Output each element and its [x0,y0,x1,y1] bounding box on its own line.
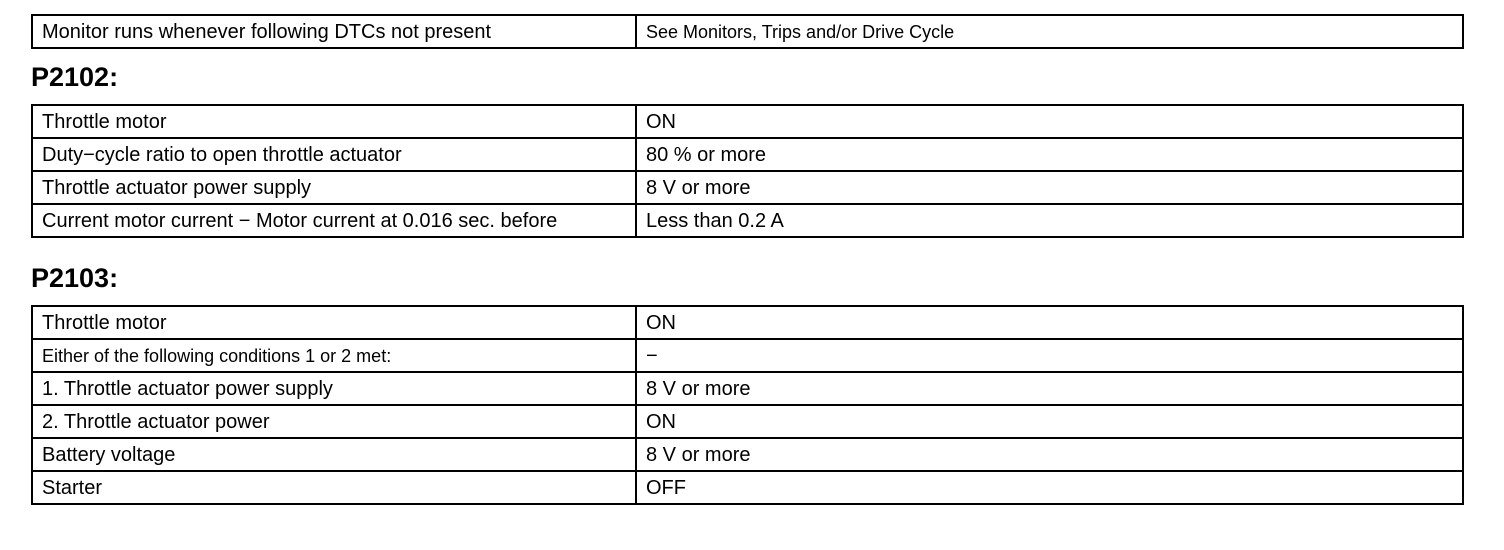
condition-cell: Duty−cycle ratio to open throttle actuator [32,138,636,171]
value-cell: 8 V or more [636,171,1463,204]
p2103-conditions-table [31,305,1464,505]
value-cell: − [636,339,1463,372]
section-heading-p2102: P2102: [31,62,119,92]
monitor-conditions-table [31,14,1464,49]
value-cell: 80 % or more [636,138,1463,171]
condition-cell: Throttle actuator power supply [32,171,636,204]
value-cell: ON [636,306,1463,339]
value-cell: ON [636,405,1463,438]
table-row [32,339,1463,372]
value-cell: Less than 0.2 A [636,204,1463,237]
table-row [32,171,1463,204]
table-row [32,405,1463,438]
value-cell: 8 V or more [636,438,1463,471]
table-row [32,471,1463,504]
table-row [32,306,1463,339]
p2102-conditions-table [31,104,1464,238]
value-cell: ON [636,105,1463,138]
condition-cell: Either of the following conditions 1 or 2 met: [32,339,636,372]
condition-cell: 1. Throttle actuator power supply [32,372,636,405]
condition-cell: Current motor current − Motor current at 0.016 sec. before [32,204,636,237]
value-cell: 8 V or more [636,372,1463,405]
table-row [32,15,1463,48]
condition-cell: Throttle motor [32,306,636,339]
condition-cell: Throttle motor [32,105,636,138]
value-cell: OFF [636,471,1463,504]
table-row [32,138,1463,171]
table-row [32,372,1463,405]
condition-cell: Starter [32,471,636,504]
value-cell: See Monitors, Trips and/or Drive Cycle [636,15,1463,48]
section-heading-p2103: P2103: [31,263,119,293]
condition-cell: Battery voltage [32,438,636,471]
table-row [32,204,1463,237]
condition-cell: Monitor runs whenever following DTCs not present [32,15,636,48]
table-row [32,438,1463,471]
table-row [32,105,1463,138]
condition-cell: 2. Throttle actuator power [32,405,636,438]
